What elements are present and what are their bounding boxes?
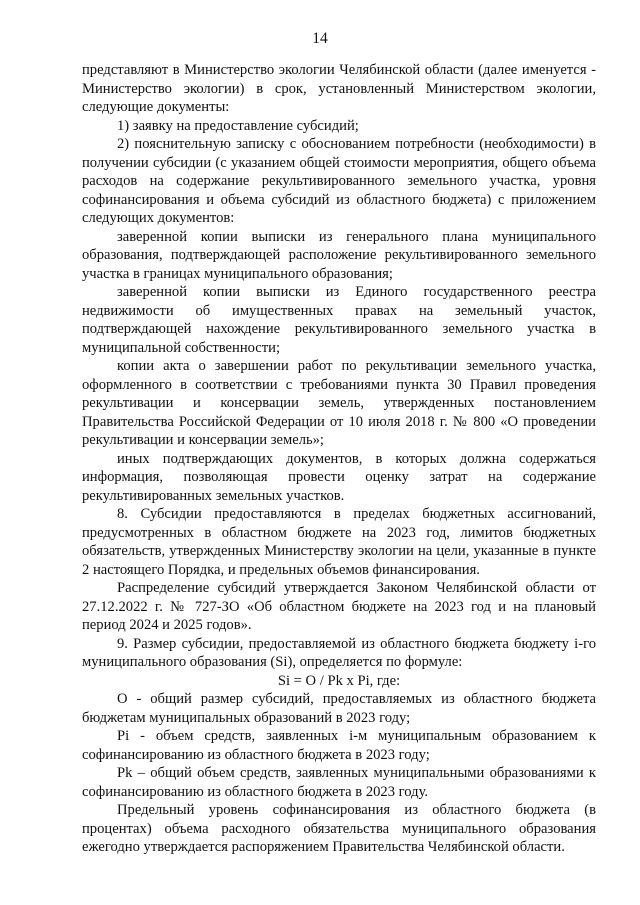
formula-line: Si = O / Pk x Pi, где: xyxy=(277,672,401,689)
paragraph-distribution-law: Распределение субсидий утверждается Законом Челябинской области от 27.12.2022 г. № 727-ЗО «Об областном бюджете на 2023 год и на плановый период 2024 и 2025 годов». xyxy=(82,580,596,633)
paragraph-definition-o: O - общий размер субсидий, предоставляемых из областного бюджета бюджетам муниципальных образований в 2023 году; xyxy=(82,691,596,726)
paragraph-cofinancing-level: Предельный уровень софинансирования из областного бюджета (в процентах) объема расходного обязательства муниципального образования ежегодно утверждается распоряжением Правительства Челябинской области. xyxy=(82,802,596,855)
paragraph-registry-extract: заверенной копии выписки из Единого государственного реестра недвижимости об имущественных правах на земельный участок, подтверждающей нахождение рекультивированного земельного участка в муниципальной собственности; xyxy=(82,284,596,356)
paragraph-other-documents: иных подтверждающих документов, в которых должна содержаться информация, позволяющая провести оценку затрат на содержание рекультивированных земельных участков. xyxy=(82,450,596,504)
paragraph-item-2-explanatory-note: 2) пояснительную записку с обоснованием потребности (необходимости) в получении субсидии (с указанием общей стоимости мероприятия, общего объема расходов на содержание рекультивированного земельного участка, уровня софинансирования и объема субсидий из областного бюджета) с приложением следующих документов: xyxy=(82,136,596,226)
document-body xyxy=(82,61,596,857)
paragraph-definition-pi: Pi - объем средств, заявленных i-м муниципальным образованием к софинансированию из областного бюджета в 2023 году; xyxy=(82,728,596,763)
paragraph-section-8: 8. Субсидии предоставляются в пределах бюджетных ассигнований, предусмотренных в областном бюджете на 2023 год, лимитов бюджетных обязательств, утвержденных Министерству экологии на цели, указанные в пункте 2 настоящего Порядка, и предельных объемов финансирования. xyxy=(82,506,596,578)
page-number: 14 xyxy=(312,30,328,47)
paragraph-definition-pk: Pk – общий объем средств, заявленных муниципальными образованиями к софинансированию из областного бюджета в 2023 году. xyxy=(82,765,596,800)
paragraph-item-1-application: 1) заявку на предоставление субсидий; xyxy=(117,117,359,134)
paragraph-general-plan-extract: заверенной копии выписки из генерального плана муниципального образования, подтверждающей расположение рекультивированного земельного участка в границах муниципального образования; xyxy=(82,228,596,282)
paragraph-section-9: 9. Размер субсидии, предоставляемой из областного бюджета бюджету i-го муниципального образования (Si), определяется по формуле: xyxy=(82,635,596,670)
paragraph-submission-intro: представляют в Министерство экологии Челябинской области (далее именуется - Министерство экологии) в срок, установленный Министерством экологии, следующие документы: xyxy=(82,62,596,115)
paragraph-reclamation-act: копии акта о завершении работ по рекультивации земельного участка, оформленного в соответствии с требованиями пункта 30 Правил проведения рекультивации и консервации земель, утвержденных постановлением Правительства Российской Федерации от 10 июля 2018 г. № 800 «О проведении рекультивации и консервации земель»; xyxy=(82,358,596,448)
